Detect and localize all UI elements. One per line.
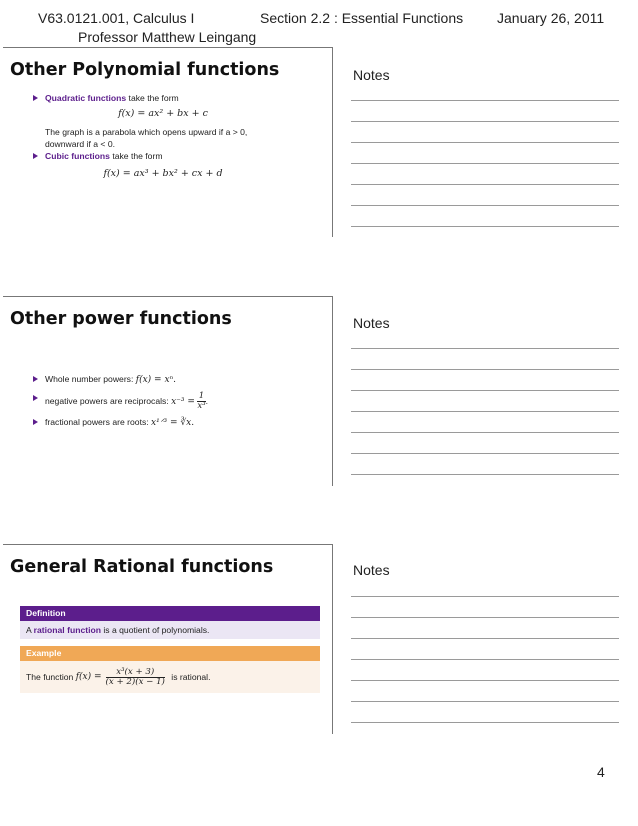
notes-rule bbox=[351, 163, 619, 164]
slide-body bbox=[33, 92, 293, 180]
notes-rule bbox=[351, 722, 619, 723]
slide-title: Other Polynomial functions bbox=[10, 60, 280, 80]
term-cubic: Cubic functions bbox=[45, 151, 110, 161]
notes-rule bbox=[351, 184, 619, 185]
header-professor: Professor Matthew Leingang bbox=[78, 29, 257, 45]
notes-label: Notes bbox=[353, 67, 390, 83]
fraction-reciprocal bbox=[197, 392, 205, 411]
notes-rule bbox=[351, 369, 619, 370]
notes-rule bbox=[351, 474, 619, 475]
page-number: 4 bbox=[597, 764, 605, 780]
notes-rule bbox=[351, 226, 619, 227]
example-header: Example bbox=[20, 646, 320, 661]
bullet-quadratic bbox=[33, 92, 293, 104]
definition-block bbox=[20, 606, 320, 639]
slide-body bbox=[33, 373, 208, 429]
math-whole: f(x) = xⁿ. bbox=[135, 375, 177, 385]
term-rational-function: rational function bbox=[33, 625, 101, 635]
definition-header: Definition bbox=[20, 606, 320, 621]
notes-rule bbox=[351, 680, 619, 681]
fraction-numerator: x³(x + 3) bbox=[106, 668, 165, 678]
slide-title: Other power functions bbox=[10, 309, 232, 329]
bullet-text: negative powers are reciprocals: bbox=[45, 395, 172, 406]
example-text: The function bbox=[26, 672, 76, 682]
parabola-text bbox=[33, 126, 293, 150]
notes-label: Notes bbox=[353, 315, 390, 331]
notes-rule bbox=[351, 659, 619, 660]
term-quadratic: Quadratic functions bbox=[45, 93, 127, 103]
bullet-text: take the form bbox=[109, 151, 163, 161]
notes-rule bbox=[351, 701, 619, 702]
bullet-cubic bbox=[33, 150, 293, 162]
notes-label: Notes bbox=[353, 562, 390, 578]
notes-rule bbox=[351, 348, 619, 349]
notes-rule bbox=[351, 432, 619, 433]
equation-cubic: f(x) = ax³ + bx² + cx + d bbox=[103, 168, 223, 179]
example-block bbox=[20, 646, 320, 693]
definition-text: is a quotient of polynomials. bbox=[100, 625, 210, 635]
notes-rule bbox=[351, 638, 619, 639]
slide-title: General Rational functions bbox=[10, 557, 274, 577]
example-text: is rational. bbox=[168, 672, 211, 682]
slide-rational bbox=[3, 544, 333, 734]
math-fractional: x¹ᐟ³ = ∛x. bbox=[151, 418, 195, 428]
fraction-denominator: x³ bbox=[197, 401, 206, 411]
equation-quadratic: f(x) = ax² + bx + c bbox=[118, 108, 208, 119]
notes-rule bbox=[351, 411, 619, 412]
math-example: f(x) = bbox=[75, 672, 102, 682]
fraction-denominator: (x + 2)(x − 1) bbox=[105, 676, 165, 687]
notes-rule bbox=[351, 453, 619, 454]
notes-rule bbox=[351, 121, 619, 122]
notes-rule bbox=[351, 100, 619, 101]
notes-rule bbox=[351, 205, 619, 206]
parabola-line-2: downward if a < 0. bbox=[45, 139, 115, 149]
bullet-negative-powers: negative powers are reciprocals: x⁻³ = $\frac{1}{\text{x³}}$ . bbox=[33, 392, 208, 411]
notes-rule bbox=[351, 617, 619, 618]
bullet-text: Whole number powers: bbox=[45, 374, 136, 384]
header-course: V63.0121.001, Calculus I bbox=[38, 10, 195, 26]
header-date: January 26, 2011 bbox=[497, 10, 605, 26]
slide-polynomial bbox=[3, 47, 333, 237]
notes-rule bbox=[351, 596, 619, 597]
notes-rule bbox=[351, 142, 619, 143]
example-body bbox=[20, 661, 320, 693]
slide-power bbox=[3, 296, 333, 486]
notes-rule bbox=[351, 390, 619, 391]
bullet-text: take the form bbox=[126, 93, 179, 103]
bullet-whole-powers bbox=[33, 373, 208, 386]
bullet-text: fractional powers are roots: bbox=[45, 417, 152, 427]
math-negative: x⁻³ = bbox=[171, 396, 195, 407]
definition-text: A bbox=[26, 625, 34, 635]
parabola-line-1: The graph is a parabola which opens upward if a > 0, bbox=[45, 127, 248, 137]
bullet-fractional-powers bbox=[33, 416, 208, 429]
definition-body bbox=[20, 621, 320, 639]
fraction-example bbox=[106, 668, 165, 687]
header-section: Section 2.2 : Essential Functions bbox=[260, 10, 464, 26]
fraction-numerator: 1 bbox=[198, 391, 205, 401]
